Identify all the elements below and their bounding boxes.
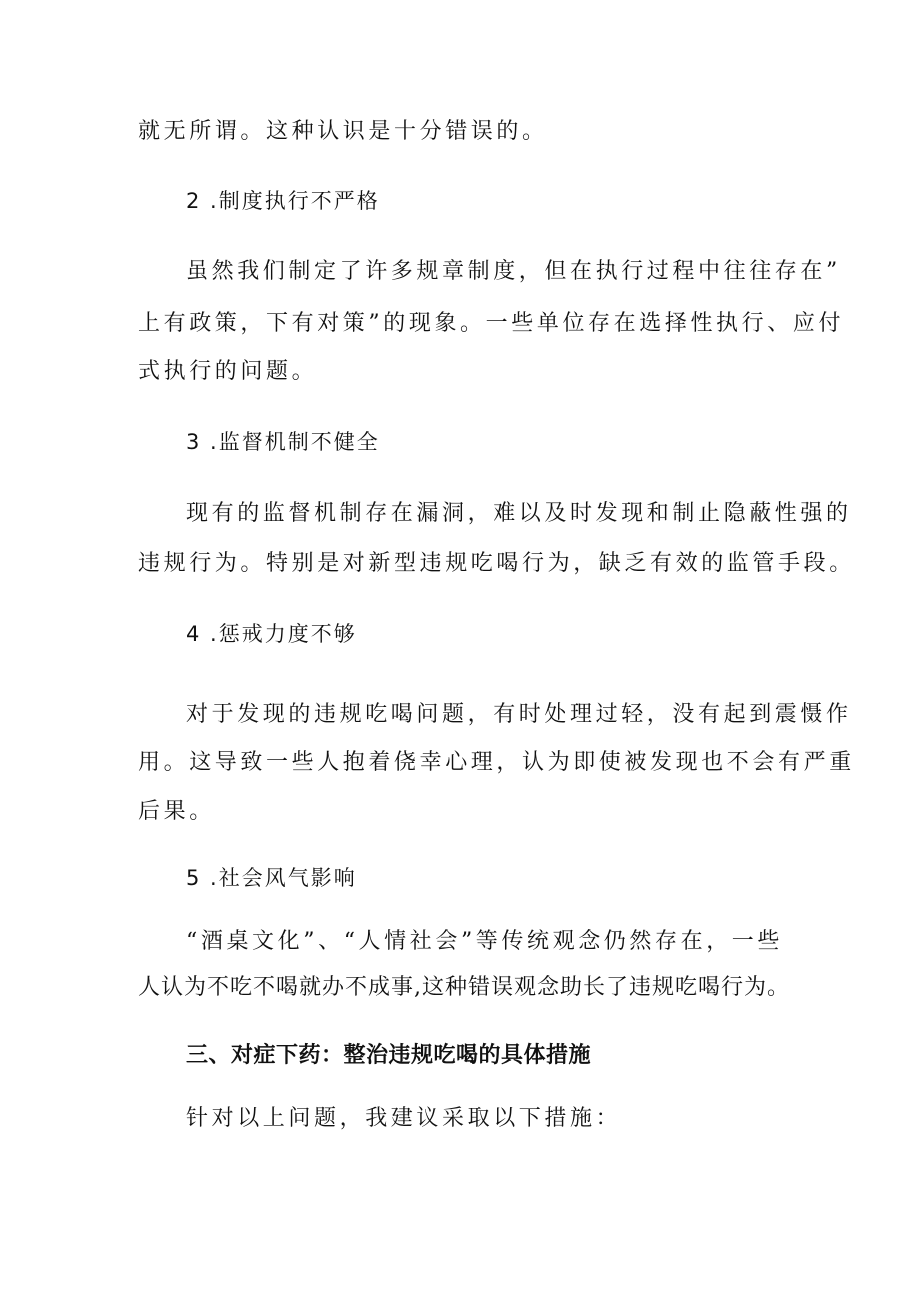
- subheading-2: 2 .制度执行不严格: [186, 189, 380, 213]
- paragraph-line: 式执行的问题。: [138, 359, 318, 384]
- paragraph-line: 人认为不吃不喝就办不成事,这种错误观念助长了违规吃喝行为。: [138, 975, 790, 1000]
- paragraph-line: 虽然我们制定了许多规章制度，但在执行过程中往往存在”: [186, 259, 841, 284]
- paragraph-line: 现有的监督机制存在漏洞，难以及时发现和制止隐蔽性强的: [186, 501, 852, 526]
- paragraph-line: “酒桌文化”、“人情社会”等传统观念仍然存在，一些: [186, 929, 783, 954]
- subheading-4: 4 .惩戒力度不够: [186, 622, 357, 646]
- paragraph-line: 后果。: [138, 799, 215, 824]
- section-heading: 三、对症下药：整治违规吃喝的具体措施: [186, 1043, 592, 1068]
- subheading-3: 3 .监督机制不健全: [186, 430, 380, 454]
- paragraph-line: 就无所谓。这种认识是十分错误的。: [138, 119, 548, 144]
- paragraph-line: 上有政策，下有对策”的现象。一些单位存在选择性执行、应付: [138, 311, 845, 336]
- subheading-5: 5 .社会风气影响: [186, 866, 357, 890]
- paragraph-line: 违规行为。特别是对新型违规吃喝行为，缺乏有效的监管手段。: [138, 551, 855, 576]
- paragraph-line: 针对以上问题，我建议采取以下措施：: [186, 1106, 622, 1131]
- paragraph-line: 对于发现的违规吃喝问题，有时处理过轻，没有起到震慑作: [186, 702, 852, 727]
- paragraph-line: 用。这导致一些人抱着侥幸心理，认为即使被发现也不会有严重: [138, 750, 855, 775]
